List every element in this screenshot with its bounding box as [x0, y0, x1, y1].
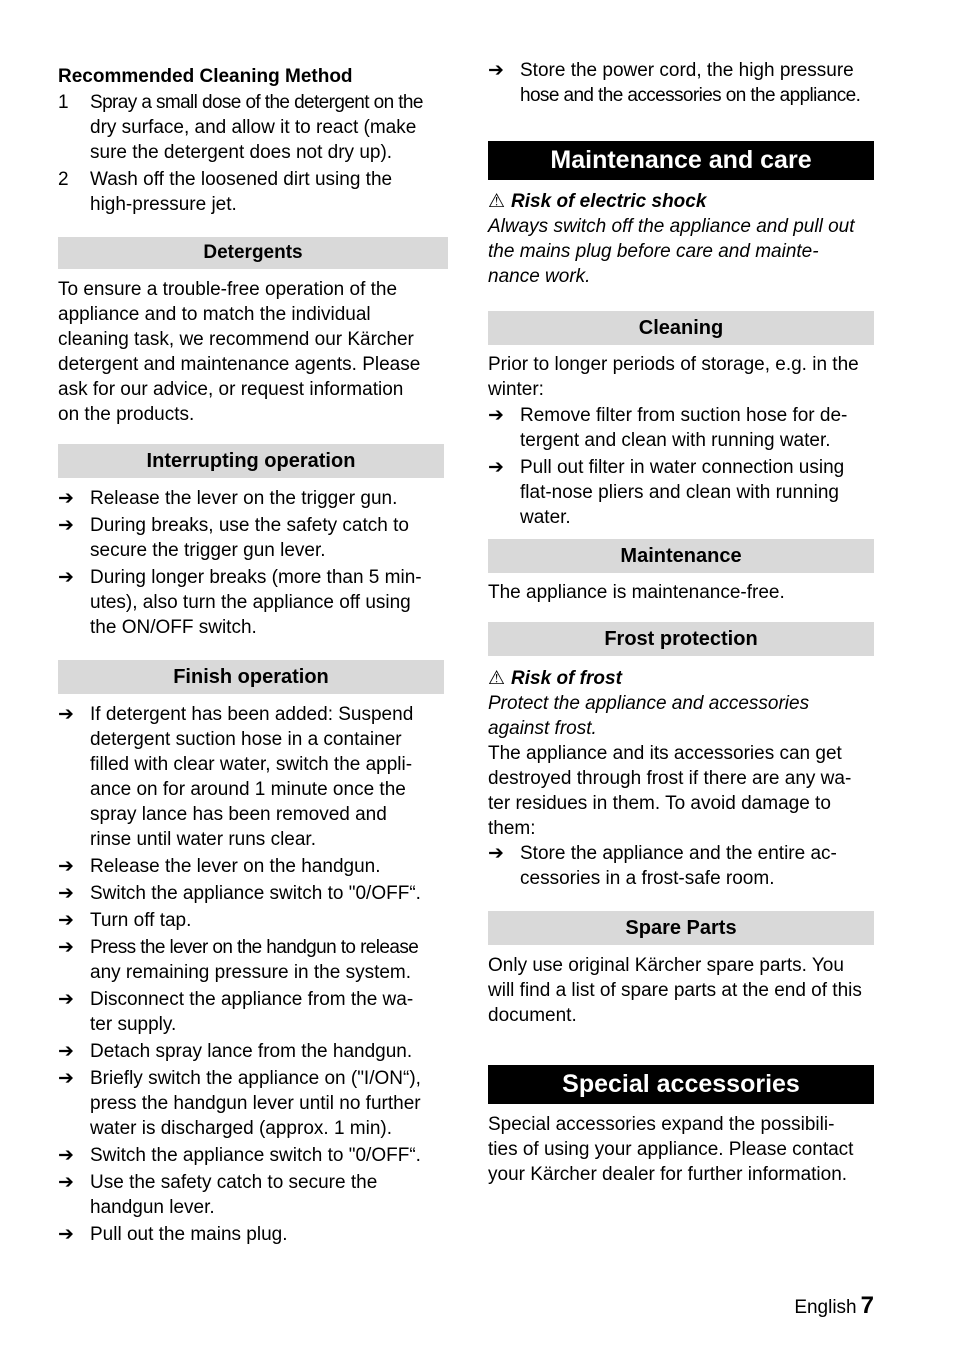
list-item [58, 486, 448, 511]
list-item [58, 1039, 448, 1064]
arrow-icon: ➔ [58, 515, 74, 536]
cleaning-step-1 [58, 90, 448, 165]
text-line: appliance and to match the individual [58, 304, 371, 325]
warning-line: nance work. [488, 266, 591, 287]
arrow-icon: ➔ [488, 843, 504, 864]
interrupting-heading: Interrupting operation [58, 444, 444, 478]
step-line: Spray a small dose of the detergent on the [90, 92, 423, 113]
item-line: the ON/OFF switch. [90, 617, 257, 638]
warning-line: against frost. [488, 718, 597, 739]
page-number: 7 [860, 1292, 874, 1319]
item-line: ter supply. [90, 1014, 177, 1035]
store-list [488, 58, 874, 110]
arrow-icon: ➔ [58, 856, 74, 877]
arrow-icon: ➔ [58, 910, 74, 931]
maintenance-heading: Maintenance [488, 539, 874, 573]
text-line: on the products. [58, 404, 195, 425]
finish-list [58, 702, 448, 1249]
item-line: any remaining pressure in the system. [90, 962, 412, 983]
text-line: ask for our advice, or request information [58, 379, 404, 400]
footer-language: English [794, 1297, 857, 1318]
text-line: Only use original Kärcher spare parts. You [488, 955, 844, 976]
item-line: Disconnect the appliance from the wa- [90, 989, 414, 1010]
arrow-icon: ➔ [488, 405, 504, 426]
frost-list [488, 841, 874, 891]
item-line: hose and the accessories on the appliance. [520, 85, 861, 106]
text-line: detergent and maintenance agents. Please [58, 354, 421, 375]
text-line: will find a list of spare parts at the end of this [488, 980, 862, 1001]
frost-heading: Frost protection [488, 622, 874, 656]
item-line: If detergent has been added: Suspend [90, 704, 414, 725]
item-line: secure the trigger gun lever. [90, 540, 326, 561]
step-number: 2 [58, 169, 69, 190]
special-accessories-heading: Special accessories [488, 1065, 874, 1104]
list-item [58, 1143, 448, 1168]
list-item [58, 702, 448, 852]
item-line: detergent suction hose in a container [90, 729, 402, 750]
item-line: ance on for around 1 minute once the [90, 779, 406, 800]
item-line: Detach spray lance from the handgun. [90, 1041, 413, 1062]
frost-section [488, 666, 874, 893]
warning-heading [488, 189, 874, 214]
arrow-icon: ➔ [58, 488, 74, 509]
maintenance-care-heading: Maintenance and care [488, 141, 874, 180]
arrow-icon: ➔ [58, 704, 74, 725]
arrow-icon: ➔ [58, 1041, 74, 1062]
list-item [488, 455, 874, 530]
text-line: destroyed through frost if there are any wa- [488, 768, 852, 789]
warning-icon: ⚠ [488, 191, 506, 212]
item-line: spray lance has been removed and [90, 804, 387, 825]
item-line: During longer breaks (more than 5 min- [90, 567, 422, 588]
arrow-icon: ➔ [58, 1172, 74, 1193]
item-line: Remove filter from suction hose for de- [520, 405, 848, 426]
item-line: Use the safety catch to secure the [90, 1172, 378, 1193]
arrow-icon: ➔ [58, 1068, 74, 1089]
arrow-icon: ➔ [488, 457, 504, 478]
text-line: ter residues in them. To avoid damage to [488, 793, 831, 814]
cleaning-section [488, 352, 874, 532]
item-line: Switch the appliance switch to "0/OFF“. [90, 883, 421, 904]
text-line: document. [488, 1005, 577, 1026]
warning-icon: ⚠ [488, 668, 506, 689]
item-line: handgun lever. [90, 1197, 215, 1218]
text-line: The appliance and its accessories can get [488, 743, 842, 764]
item-line: Press the lever on the handgun to release [90, 937, 419, 958]
list-item [58, 565, 448, 640]
item-line: water is discharged (approx. 1 min). [90, 1118, 393, 1139]
item-line: Store the power cord, the high pressure [520, 60, 854, 81]
item-line: Pull out filter in water connection using [520, 457, 845, 478]
step-line: dry surface, and allow it to react (make [90, 117, 417, 138]
list-item [58, 1170, 448, 1220]
list-item [58, 1066, 448, 1141]
item-line: rinse until water runs clear. [90, 829, 316, 850]
list-item [58, 513, 448, 563]
item-line: utes), also turn the appliance off using [90, 592, 411, 613]
arrow-icon: ➔ [58, 1145, 74, 1166]
text-line: Special accessories expand the possibili- [488, 1114, 835, 1135]
text-line: winter: [488, 379, 544, 400]
list-item [58, 854, 448, 879]
arrow-icon: ➔ [488, 60, 504, 81]
text-line: ties of using your appliance. Please contact [488, 1139, 854, 1160]
item-line: Switch the appliance switch to "0/OFF“. [90, 1145, 421, 1166]
item-line: Release the lever on the handgun. [90, 856, 381, 877]
list-item [58, 908, 448, 933]
step-line: sure the detergent does not dry up). [90, 142, 393, 163]
warning-line: Always switch off the appliance and pull out [488, 216, 855, 237]
list-item [58, 881, 448, 906]
spare-parts-text [488, 953, 874, 1028]
detergents-heading: Detergents [58, 237, 448, 269]
text-line: To ensure a trouble-free operation of the [58, 279, 398, 300]
list-item [488, 841, 874, 891]
detergents-text [58, 277, 448, 427]
arrow-icon: ➔ [58, 1224, 74, 1245]
item-line: Turn off tap. [90, 910, 192, 931]
text-line: Prior to longer periods of storage, e.g. in the [488, 354, 859, 375]
cleaning-step-2 [58, 167, 448, 217]
item-line: Store the appliance and the entire ac- [520, 843, 837, 864]
item-line: cessories in a frost-safe room. [520, 868, 775, 889]
warning-title: Risk of frost [511, 668, 622, 689]
item-line: flat-nose pliers and clean with running [520, 482, 839, 503]
list-item [58, 987, 448, 1037]
cleaning-heading: Cleaning [488, 311, 874, 345]
item-line: water. [520, 507, 571, 528]
text-line: your Kärcher dealer for further information. [488, 1164, 848, 1185]
item-line: tergent and clean with running water. [520, 430, 831, 451]
arrow-icon: ➔ [58, 883, 74, 904]
list-item [58, 935, 448, 985]
warning-heading [488, 666, 874, 691]
item-line: Pull out the mains plug. [90, 1224, 288, 1245]
step-number: 1 [58, 92, 69, 113]
finish-heading: Finish operation [58, 660, 444, 694]
list-item [488, 403, 874, 453]
electric-shock-warning [488, 189, 874, 289]
arrow-icon: ➔ [58, 937, 74, 958]
page-footer [794, 1292, 874, 1320]
list-item [488, 58, 874, 108]
item-line: Release the lever on the trigger gun. [90, 488, 398, 509]
spare-parts-heading: Spare Parts [488, 911, 874, 945]
warning-title: Risk of electric shock [511, 191, 707, 212]
item-line: During breaks, use the safety catch to [90, 515, 409, 536]
maintenance-text: The appliance is maintenance-free. [488, 582, 785, 603]
list-item [58, 1222, 448, 1247]
cleaning-method-section [58, 64, 448, 217]
interrupting-list [58, 486, 448, 642]
warning-line: the mains plug before care and mainte- [488, 241, 819, 262]
step-line: high-pressure jet. [90, 194, 237, 215]
warning-line: Protect the appliance and accessories [488, 693, 810, 714]
item-line: Briefly switch the appliance on ("I/ON“), [90, 1068, 421, 1089]
text-line: cleaning task, we recommend our Kärcher [58, 329, 414, 350]
item-line: press the handgun lever until no further [90, 1093, 421, 1114]
cleaning-method-heading: Recommended Cleaning Method [58, 66, 353, 87]
item-line: filled with clear water, switch the appli- [90, 754, 413, 775]
arrow-icon: ➔ [58, 567, 74, 588]
text-line: them: [488, 818, 536, 839]
special-accessories-text [488, 1112, 874, 1187]
cleaning-list [488, 403, 874, 530]
step-line: Wash off the loosened dirt using the [90, 169, 393, 190]
arrow-icon: ➔ [58, 989, 74, 1010]
